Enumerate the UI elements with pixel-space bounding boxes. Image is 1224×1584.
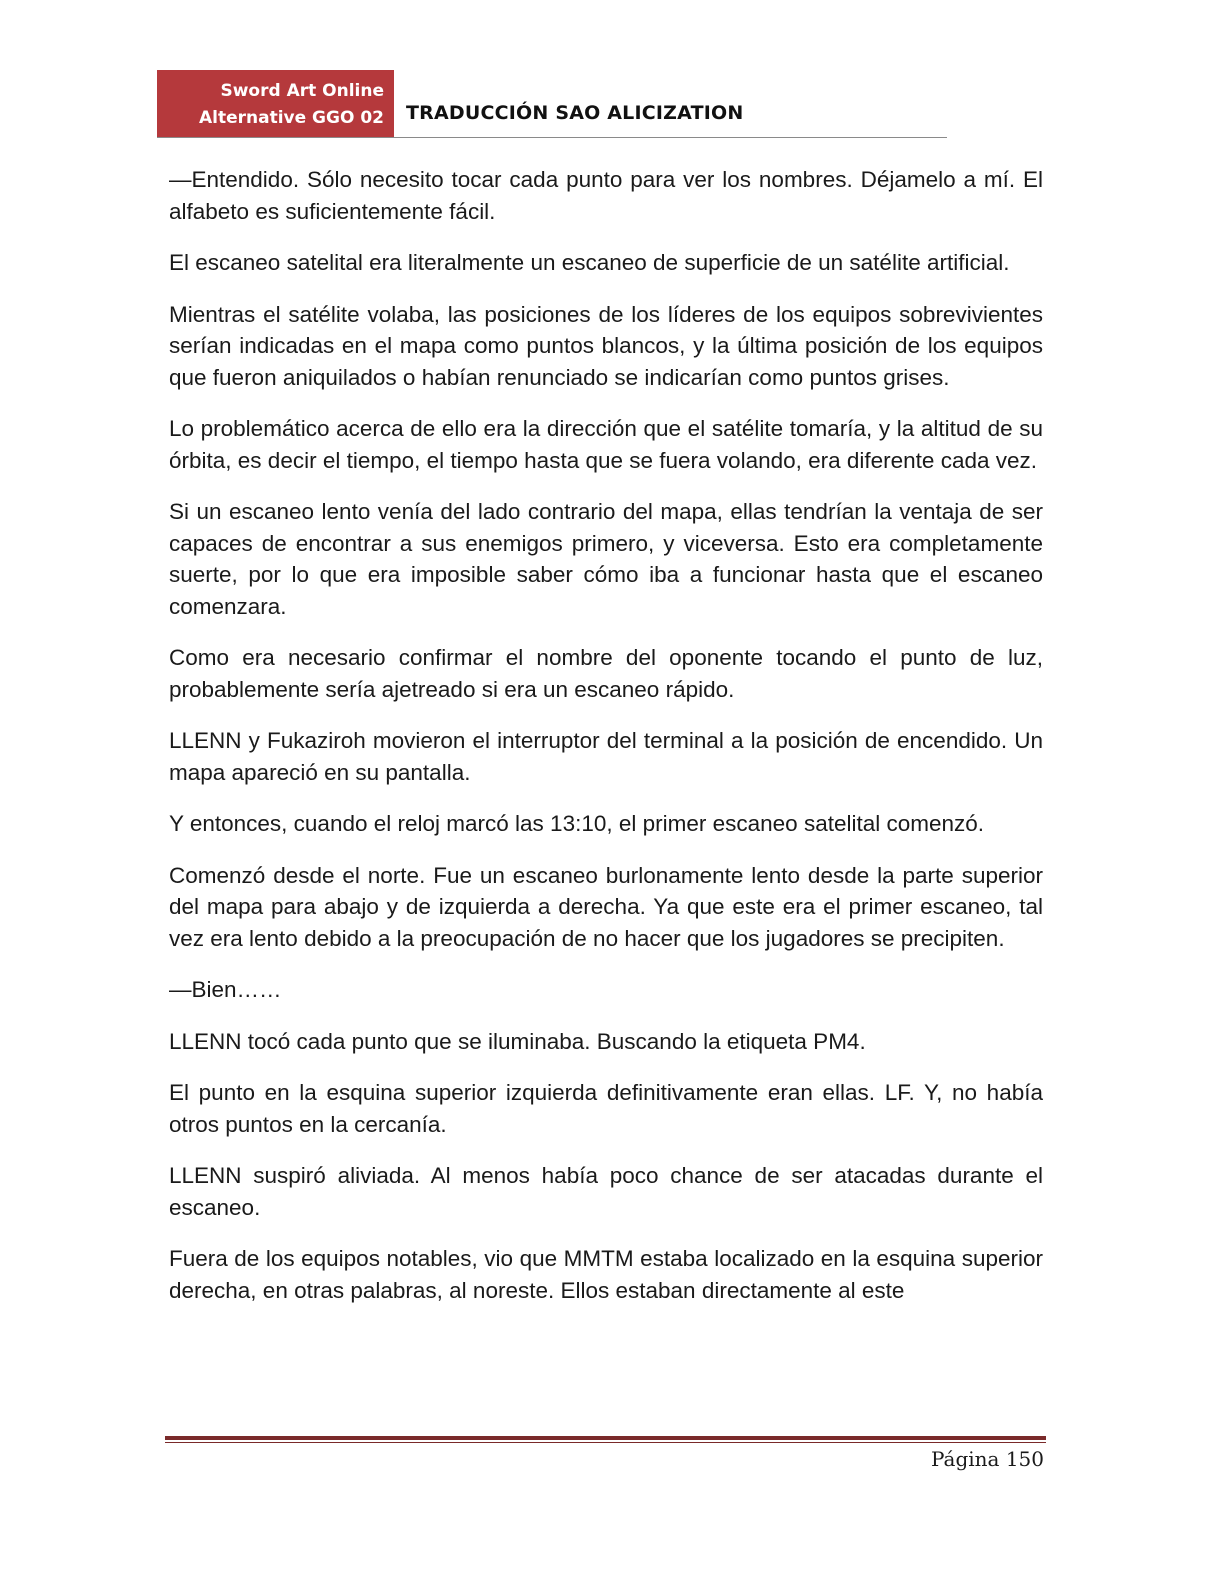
- paragraph: Como era necesario confirmar el nombre del oponente tocando el punto de luz, probablemente sería ajetreado si era un escaneo rápido.: [169, 645, 1043, 702]
- paragraph: —Bien……: [169, 977, 282, 1002]
- paragraph: Lo problemático acerca de ello era la dirección que el satélite tomaría, y la altitud de su órbita, es decir el tiempo, el tiempo hasta que se fuera volando, era diferente cada vez.: [169, 416, 1043, 473]
- paragraph: LLENN suspiró aliviada. Al menos había poco chance de ser atacadas durante el escaneo.: [169, 1163, 1043, 1220]
- paragraph: El punto en la esquina superior izquierda definitivamente eran ellas. LF. Y, no había otros puntos en la cercanía.: [169, 1080, 1043, 1137]
- footer-divider-thick: [165, 1436, 1046, 1440]
- paragraph: LLENN y Fukaziroh movieron el interruptor del terminal a la posición de encendido. Un mapa apareció en su pantalla.: [169, 728, 1043, 785]
- paragraph: Mientras el satélite volaba, las posiciones de los líderes de los equipos sobrevivientes serían indicadas en el mapa como puntos blancos, y la última posición de los equipos que fueron aniquilados o habían renunciado se indicarían como puntos grises.: [169, 301, 1043, 390]
- series-name-line2: Alternative GGO 02: [198, 108, 384, 128]
- header-title: TRADUCCIÓN SAO ALICIZATION: [406, 102, 744, 124]
- header-divider: [157, 137, 947, 138]
- series-name-line1: Sword Art Online: [220, 81, 384, 101]
- paragraph: LLENN tocó cada punto que se iluminaba. Buscando la etiqueta PM4.: [169, 1028, 866, 1054]
- series-badge: [157, 70, 394, 138]
- page-body: [169, 164, 1043, 1326]
- footer-divider-thin: [165, 1442, 1046, 1443]
- paragraph: El escaneo satelital era literalmente un escaneo de superficie de un satélite artificial.: [169, 250, 1010, 275]
- paragraph: Y entonces, cuando el reloj marcó las 13:10, el primer escaneo satelital comenzó.: [169, 811, 985, 836]
- paragraph: Comenzó desde el norte. Fue un escaneo burlonamente lento desde la parte superior del mapa para abajo y de izquierda a derecha. Ya que este era el primer escaneo, tal vez era lento debido a la preocupación de no hacer que los jugadores se precipiten.: [169, 862, 1043, 951]
- paragraph: Fuera de los equipos notables, vio que MMTM estaba localizado en la esquina superior derecha, en otras palabras, al noreste. Ellos estaban directamente al este: [169, 1246, 1043, 1303]
- paragraph: Si un escaneo lento venía del lado contrario del mapa, ellas tendrían la ventaja de ser capaces de encontrar a sus enemigos primero, y viceversa. Esto era completamente suerte, por lo que era imposible saber cómo iba a funcionar hasta que el escaneo comenzara.: [169, 499, 1043, 619]
- page-number: Página 150: [930, 1447, 1044, 1471]
- paragraph: —Entendido. Sólo necesito tocar cada punto para ver los nombres. Déjamelo a mí. El alfabeto es suficientemente fácil.: [169, 167, 1043, 224]
